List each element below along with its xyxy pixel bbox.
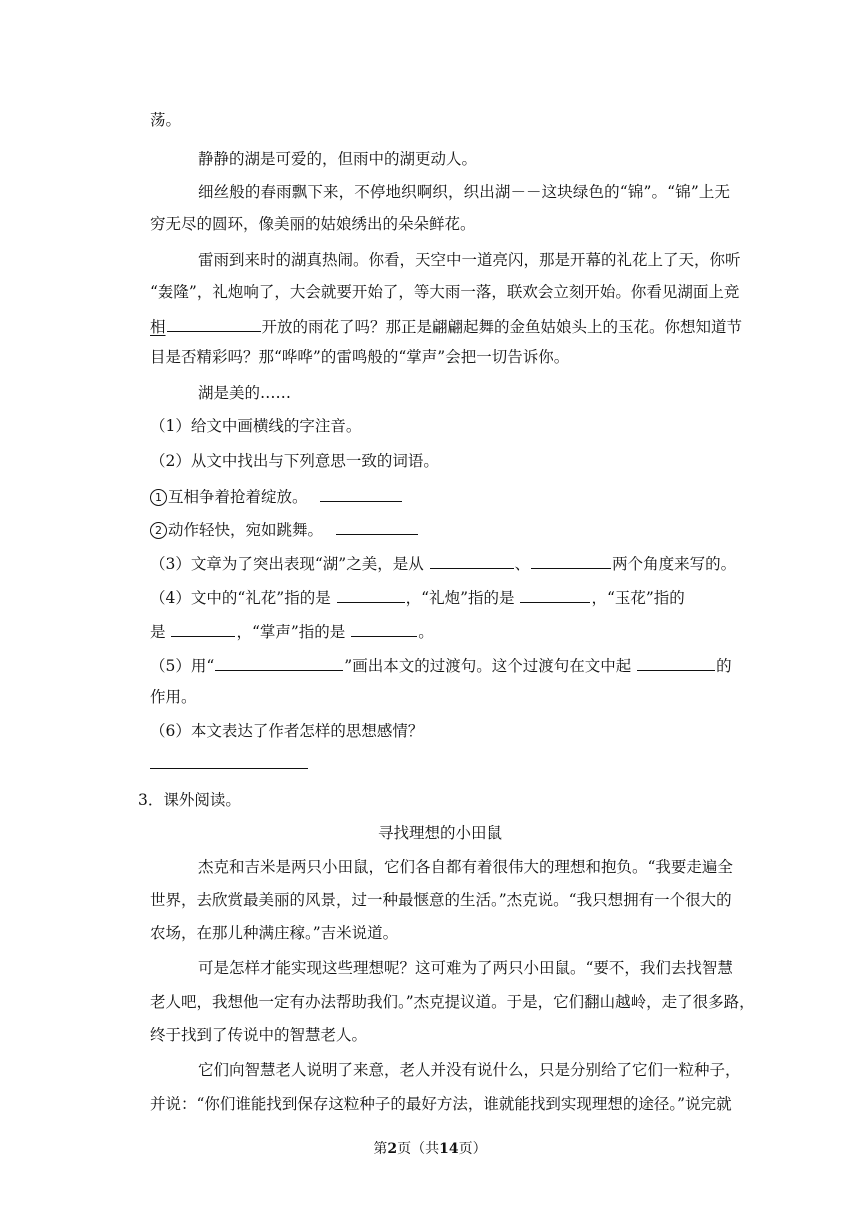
footer-text: 页（共: [397, 1141, 440, 1157]
passage-line: 终于找到了传说中的智慧老人。: [150, 1026, 368, 1044]
line-sample: [215, 654, 343, 671]
question-text: 是: [150, 623, 166, 641]
passage-line: 杰克和吉米是两只小田鼠，它们各自都有着很伟大的理想和抱负。“我要走遍全: [198, 858, 733, 876]
footer-text: 第: [373, 1141, 388, 1157]
passage-line: 静静的湖是可爱的，但雨中的湖更动人。: [198, 150, 478, 168]
question-text: ，“玉花”指的: [591, 589, 685, 607]
question-2: （2）从文中找出与下列意思一致的词语。: [150, 452, 439, 470]
passage-line: [150, 315, 743, 336]
question-5: [150, 654, 730, 674]
question-text: （3）文章为了突出表现“湖”之美，是从: [150, 555, 424, 573]
question-text: 互相争着抢着绽放。: [168, 488, 308, 506]
question-text: （5）用“: [150, 657, 215, 675]
passage-line: 荡。: [150, 111, 182, 129]
passage-line: 可是怎样才能实现这些理想呢？这可难为了两只小田鼠。“要不，我们去找智慧: [198, 959, 733, 977]
passage-line: 目是否精彩吗？那“哗哗”的雷鸣般的“掌声”会把一切告诉你。: [150, 348, 570, 366]
answer-blank[interactable]: [336, 518, 418, 535]
answer-blank[interactable]: [320, 485, 402, 502]
passage-line: 湖是美的……: [198, 384, 292, 402]
question-1: （1）给文中画横线的字注音。: [150, 417, 362, 435]
answer-blank[interactable]: [337, 586, 405, 603]
circled-number: 1: [150, 489, 167, 506]
section-heading: 3．课外阅读。: [138, 791, 241, 809]
answer-blank[interactable]: [171, 620, 235, 637]
circled-number: 2: [150, 522, 167, 539]
question-text: ，“掌声”指的是: [236, 623, 346, 641]
answer-blank[interactable]: [520, 586, 590, 603]
question-text: 两个角度来写的。: [612, 555, 737, 573]
passage-line: 世界，去欣赏最美丽的风景，过一种最惬意的生活。”杰克说。“我只想拥有一个很大的: [150, 891, 732, 909]
passage-line: 并说：“你们谁能找到保存这粒种子的最好方法，谁就能找到实现理想的途径。”说完就: [150, 1095, 732, 1113]
question-3: [150, 552, 737, 573]
answer-blank[interactable]: [637, 654, 715, 671]
footer-text: 页）: [458, 1141, 487, 1157]
story-title: 寻找理想的小田鼠: [377, 824, 502, 842]
question-5-cont: 作用。: [150, 688, 197, 706]
question-4: [150, 586, 730, 606]
question-2-item-1: [150, 485, 730, 505]
answer-line[interactable]: [150, 768, 308, 769]
passage-line: 穷无尽的圆环，像美丽的姑娘绣出的朵朵鲜花。: [150, 215, 476, 233]
question-text: ”画出本文的过渡句。这个过渡句在文中起: [344, 657, 632, 675]
passage-line: 细丝般的春雨飘下来，不停地织啊织，织出湖－－这块绿色的“锦”。“锦”上无: [198, 183, 730, 201]
passage-line: 雷雨到来时的湖真热闹。你看，天空中一道亮闪，那是开幕的礼花上了天，你听: [198, 251, 741, 269]
page-total: 14: [439, 1141, 459, 1157]
page-number: 2: [387, 1141, 398, 1157]
underline-blank: [167, 315, 261, 332]
question-4-cont: [150, 620, 730, 640]
answer-blank[interactable]: [531, 552, 611, 569]
question-text: （4）文中的“礼花”指的是: [150, 589, 331, 607]
question-text: 、: [514, 555, 531, 573]
passage-line: 农场，在那儿种满庄稼。”吉米说道。: [150, 924, 399, 942]
passage-line: 它们向智慧老人说明了来意，老人并没有说什么，只是分别给了它们一粒种子，: [198, 1061, 741, 1079]
answer-blank[interactable]: [430, 552, 514, 569]
answer-blank[interactable]: [351, 620, 417, 637]
question-6: （6）本文表达了作者怎样的思想感情？: [150, 722, 424, 740]
passage-line: “轰隆”，礼炮响了，大会就要开始了，等大雨一落，联欢会立刻开始。你看见湖面上竞: [150, 283, 740, 301]
page-footer: [0, 1140, 860, 1158]
underlined-word: 相: [150, 318, 166, 336]
question-text: ，“礼炮”指的是: [405, 589, 515, 607]
question-2-item-2: [150, 518, 730, 538]
question-text: 动作轻快，宛如跳舞。: [168, 521, 324, 539]
question-text: 的: [716, 657, 732, 675]
passage-text: 开放的雨花了吗？那正是翩翩起舞的金鱼姑娘头上的玉花。你想知道节: [261, 318, 743, 336]
question-text: 。: [418, 623, 434, 641]
passage-line: 老人吧，我想他一定有办法帮助我们。”杰克提议道。于是，它们翻山越岭，走了很多路，: [150, 993, 755, 1011]
